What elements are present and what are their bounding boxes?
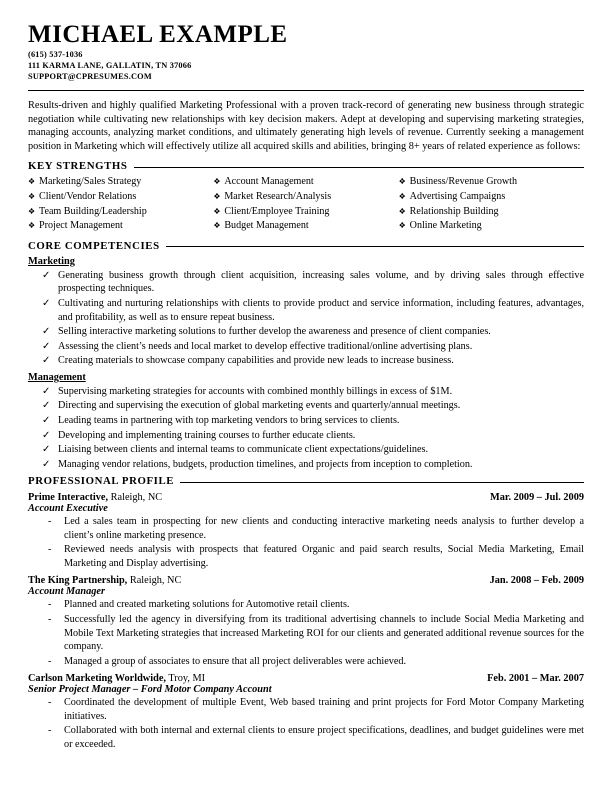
- list-item: [28, 385, 584, 399]
- check-icon: ✓: [42, 414, 51, 426]
- list-item-label: Successfully led the agency in diversifying from its traditional advertising channels to include Social Media Marketing and Mobile Text Marketing strategies that increased Marketing ROI for our clients and generated additional revenue sources for the company.: [64, 614, 584, 653]
- section-heading-professional-profile-label: PROFESSIONAL PROFILE: [28, 475, 175, 488]
- dash-icon: -: [48, 725, 52, 737]
- experience-employer: Carlson Marketing Worldwide,: [28, 673, 166, 685]
- section-heading-professional-profile: [28, 475, 584, 487]
- header-divider: [28, 90, 584, 91]
- list-item: [28, 399, 584, 413]
- list-item-label: Online Marketing: [409, 220, 482, 232]
- list-item: [28, 414, 584, 428]
- experience-header: [28, 575, 584, 586]
- diamond-icon: ❖: [398, 177, 406, 187]
- list-item-label: Team Building/Leadership: [39, 205, 147, 217]
- list-item: [28, 429, 584, 443]
- dash-icon: -: [48, 599, 52, 611]
- list-item: [28, 190, 213, 205]
- list-item: [399, 205, 584, 220]
- list-item: [28, 340, 584, 354]
- list-item-label: Relationship Building: [409, 205, 499, 217]
- diamond-icon: ❖: [398, 221, 406, 231]
- list-item-label: Marketing/Sales Strategy: [39, 176, 142, 188]
- diamond-icon: ❖: [213, 206, 221, 216]
- check-icon: ✓: [42, 269, 51, 281]
- list-item: [28, 696, 584, 723]
- dash-icon: -: [48, 516, 52, 528]
- experience-dates: Mar. 2009 – Jul. 2009: [489, 492, 584, 504]
- list-item: [213, 175, 398, 190]
- list-item: [28, 205, 213, 220]
- header-block: [28, 22, 584, 83]
- experience-location: Raleigh, NC: [110, 492, 163, 504]
- diamond-icon: ❖: [398, 206, 406, 216]
- list-item-label: Collaborated with both internal and external clients to ensure project specifications, deadlines, and budget guidelines were met or exceeded.: [64, 725, 584, 750]
- section-rule: [180, 482, 584, 483]
- list-item: [28, 219, 213, 234]
- list-item: [28, 613, 584, 654]
- list-item-label: Leading teams in partnering with top marketing vendors to bring services to clients.: [58, 414, 400, 426]
- check-icon: ✓: [42, 400, 51, 412]
- check-icon: ✓: [42, 385, 51, 397]
- list-item: [28, 175, 213, 190]
- section-heading-key-strengths-label: KEY STRENGTHS: [28, 160, 128, 173]
- experience-title: Senior Project Manager – Ford Motor Company Account: [28, 684, 272, 696]
- experience-employer: The King Partnership,: [28, 575, 128, 587]
- list-item: [213, 205, 398, 220]
- experience-entry: [28, 492, 584, 570]
- experience-employer-line: [28, 492, 162, 503]
- key-strengths-column-1: [28, 175, 213, 234]
- section-heading-core-competencies-label: CORE COMPETENCIES: [28, 239, 160, 252]
- list-item-label: Business/Revenue Growth: [409, 176, 518, 188]
- list-item: [213, 219, 398, 234]
- check-icon: ✓: [42, 429, 51, 441]
- check-icon: ✓: [42, 298, 51, 309]
- list-item: [28, 515, 584, 542]
- section-heading-core-competencies: [28, 240, 584, 252]
- list-item-label: Managing vendor relations, budgets, production timelines, and projects from inception to completion.: [58, 458, 473, 470]
- check-icon: ✓: [42, 444, 51, 456]
- diamond-icon: ❖: [213, 177, 221, 187]
- subsection-heading: Management: [28, 371, 86, 383]
- experience-dates: Jan. 2008 – Feb. 2009: [489, 575, 584, 587]
- list-item-label: Coordinated the development of multiple Event, Web based training and print projects for Ford Motor Company Marketing initiatives.: [64, 697, 584, 722]
- list-item-label: Developing and implementing training courses to further educate clients.: [58, 429, 356, 441]
- list-item: [399, 219, 584, 234]
- subsection-heading: Marketing: [28, 255, 75, 267]
- key-strengths-column-2: [213, 175, 398, 234]
- diamond-icon: ❖: [28, 192, 36, 201]
- experience-location: Raleigh, NC: [129, 575, 182, 587]
- section-heading-key-strengths: [28, 160, 584, 172]
- list-item-label: Selling interactive marketing solutions to further develop the awareness and presence of client companies.: [58, 326, 491, 338]
- list-item-label: Led a sales team in prospecting for new clients and conducting interactive marketing needs analysis to further develop a client’s online marketing presence.: [64, 516, 584, 541]
- list-item-label: Assessing the client’s needs and local market to develop effective traditional/online advertising plans.: [58, 340, 473, 352]
- check-icon: ✓: [42, 355, 51, 367]
- list-item-label: Project Management: [39, 220, 123, 232]
- check-icon: ✓: [42, 326, 51, 338]
- competency-group-management: [28, 372, 584, 471]
- experience-title: Account Executive: [28, 503, 108, 515]
- diamond-icon: ❖: [28, 221, 36, 231]
- list-item-label: Client/Vendor Relations: [39, 191, 137, 202]
- diamond-icon: ❖: [28, 177, 36, 187]
- list-item: [399, 190, 584, 205]
- list-item-label: Market Research/Analysis: [224, 191, 332, 202]
- experience-header: [28, 673, 584, 684]
- list-item-label: Liaising between clients and internal teams to communicate client expectations/guidelines.: [58, 444, 429, 456]
- list-item: [28, 443, 584, 457]
- dash-icon: -: [48, 614, 52, 625]
- list-item-label: Cultivating and nurturing relationships with clients to provide product and service information, including features, advantages, and profitability, as well as to ensure repeat business.: [58, 298, 584, 323]
- dash-icon: -: [48, 655, 52, 667]
- experience-header: [28, 492, 584, 503]
- list-item-label: Generating business growth through client acquisition, increasing sales volume, and by driving sales through effective prospecting techniques.: [58, 269, 584, 295]
- list-item-label: Planned and created marketing solutions for Automotive retail clients.: [64, 599, 350, 611]
- list-item-label: Advertising Campaigns: [409, 191, 506, 202]
- list-item: [28, 297, 584, 324]
- list-item-label: Creating materials to showcase company capabilities and provide new leads to increase business.: [58, 355, 454, 367]
- list-item: [28, 269, 584, 296]
- list-item: [28, 598, 584, 612]
- experience-employer: Prime Interactive,: [28, 492, 109, 504]
- experience-employer-line: [28, 673, 205, 684]
- experience-title: Account Manager: [28, 586, 105, 598]
- section-rule: [166, 246, 584, 247]
- experience-entry: [28, 673, 584, 751]
- list-item: [213, 190, 398, 205]
- list-item-label: Client/Employee Training: [224, 205, 330, 217]
- contact-address: 111 KARMA LANE, GALLATIN, TN 37066: [28, 61, 192, 71]
- experience-dates: Feb. 2001 – Mar. 2007: [487, 673, 584, 685]
- check-icon: ✓: [42, 340, 51, 352]
- list-item: [28, 458, 584, 472]
- list-item-label: Managed a group of associates to ensure that all project deliverables were achieved.: [64, 655, 406, 667]
- list-item: [28, 325, 584, 339]
- diamond-icon: ❖: [398, 192, 406, 201]
- experience-entry: [28, 575, 584, 668]
- competency-group-marketing: [28, 256, 584, 368]
- list-item: [28, 724, 584, 751]
- list-item-label: Reviewed needs analysis with prospects that featured Organic and paid search results, Social Media Marketing, Email Marketing and Display advertising.: [64, 544, 584, 569]
- list-item-label: Budget Management: [224, 220, 309, 232]
- dash-icon: -: [48, 544, 52, 556]
- list-item-label: Account Management: [224, 176, 314, 188]
- page-title: MICHAEL EXAMPLE: [28, 21, 288, 48]
- contact-phone: (615) 537-1036: [28, 50, 83, 60]
- professional-summary: Results-driven and highly qualified Marketing Professional with a proven track-record of generating new business through strategic negotiation while cultivating new relationships with key decision makers. Adept at developing and supervising marketing strategies, managing accounts, analyzing market conditions, and ultimately generating high levels of revenue. Currently seeking a management position in Marketing which will effectively utilize all acquired skills and abilities, bringing 8+ years of related experience as follows:: [28, 100, 584, 152]
- diamond-icon: ❖: [213, 192, 221, 201]
- list-item-label: Supervising marketing strategies for accounts with combined monthly billings in excess of $1M.: [58, 385, 453, 397]
- list-item-label: Directing and supervising the execution of global marketing events and quarterly/annual meetings.: [58, 400, 461, 412]
- experience-employer-line: [28, 575, 181, 586]
- list-item: [28, 543, 584, 570]
- diamond-icon: ❖: [28, 206, 36, 216]
- dash-icon: -: [48, 697, 52, 709]
- list-item: [28, 354, 584, 368]
- contact-email: SUPPORT@CPRESUMES.COM: [28, 72, 152, 82]
- section-rule: [134, 167, 585, 168]
- key-strengths-column-3: [399, 175, 584, 234]
- key-strengths-columns: [28, 175, 584, 234]
- diamond-icon: ❖: [213, 221, 221, 231]
- list-item: [28, 655, 584, 669]
- check-icon: ✓: [42, 458, 51, 470]
- list-item: [399, 175, 584, 190]
- experience-location: Troy, MI: [168, 673, 206, 685]
